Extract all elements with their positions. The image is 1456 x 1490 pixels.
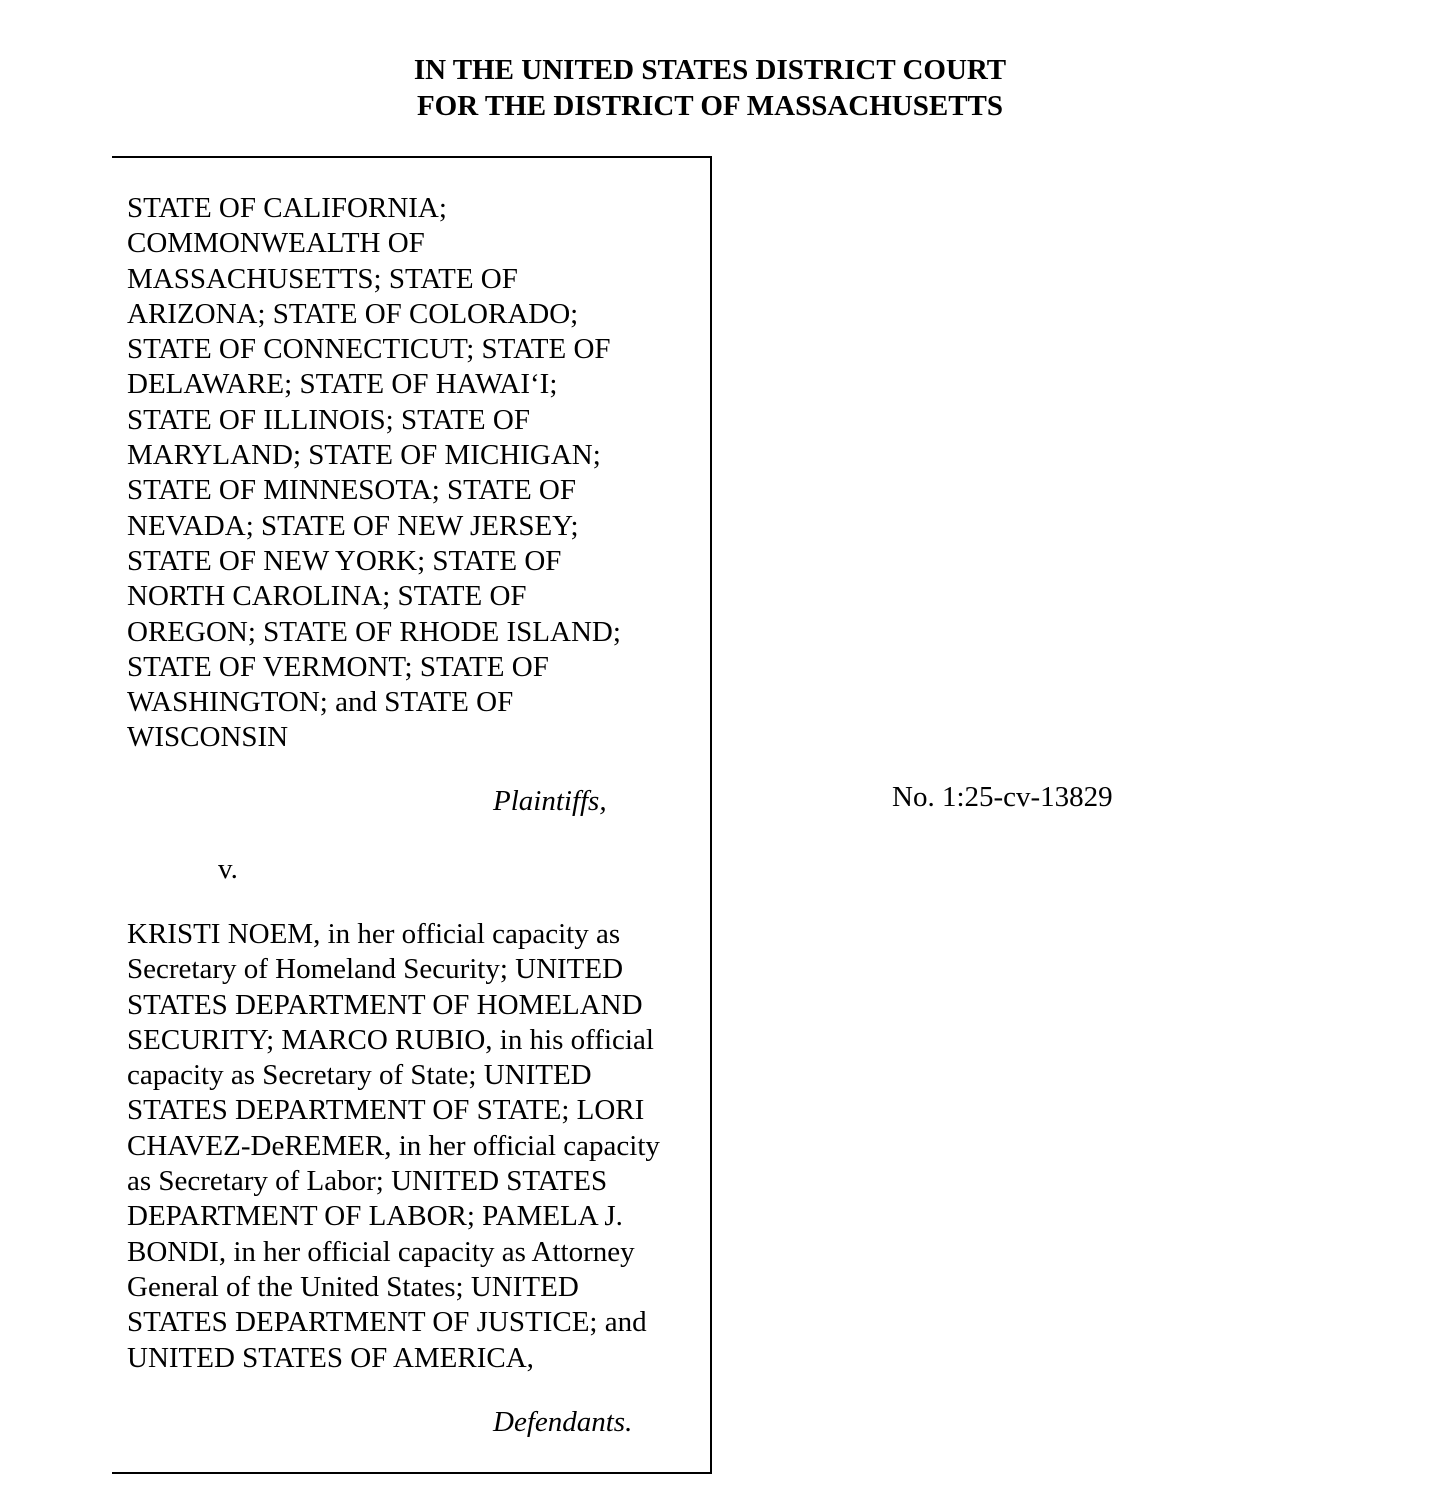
plaintiffs-line: STATE OF CONNECTICUT; STATE OF (127, 333, 611, 366)
plaintiffs-line: OREGON; STATE OF RHODE ISLAND; (127, 615, 621, 648)
versus-label: v. (218, 853, 238, 885)
plaintiffs-line: NEVADA; STATE OF NEW JERSEY; (127, 509, 579, 542)
defendants-line: Secretary of Homeland Security; UNITED (127, 953, 624, 986)
plaintiffs-line: ARIZONA; STATE OF COLORADO; (127, 297, 579, 330)
defendants-line: as Secretary of Labor; UNITED STATES (127, 1165, 608, 1198)
plaintiffs-line: WISCONSIN (127, 721, 289, 754)
defendants-line: DEPARTMENT OF LABOR; PAMELA J. (127, 1200, 623, 1233)
plaintiffs-line: MARYLAND; STATE OF MICHIGAN; (127, 439, 601, 472)
plaintiffs-line: MASSACHUSETTS; STATE OF (127, 262, 518, 295)
defendants-line: STATES DEPARTMENT OF HOMELAND (127, 988, 643, 1021)
defendants-line: KRISTI NOEM, in her official capacity as (127, 918, 621, 950)
court-heading-line-2: FOR THE DISTRICT OF MASSACHUSETTS (416, 90, 1004, 122)
defendants-line: SECURITY; MARCO RUBIO, in his official (127, 1023, 654, 1056)
defendants-line: BONDI, in her official capacity as Attorney (127, 1235, 635, 1268)
plaintiffs-line: NORTH CAROLINA; STATE OF (127, 580, 527, 613)
case-number: No. 1:25-cv-13829 (892, 781, 1113, 813)
court-heading (0, 52, 1420, 124)
plaintiffs-line: STATE OF NEW YORK; STATE OF (127, 544, 562, 577)
plaintiffs-line: DELAWARE; STATE OF HAWAI‘I; (127, 368, 558, 401)
defendants-line: STATES DEPARTMENT OF JUSTICE; and (127, 1306, 647, 1339)
defendants-line: General of the United States; UNITED (127, 1270, 579, 1303)
court-heading-line-1: IN THE UNITED STATES DISTRICT COURT (413, 54, 1007, 86)
plaintiffs-line: STATE OF VERMONT; STATE OF (127, 650, 549, 683)
plaintiffs-line: COMMONWEALTH OF (127, 227, 425, 260)
plaintiffs-line: STATE OF MINNESOTA; STATE OF (127, 474, 577, 507)
plaintiffs-line: WASHINGTON; and STATE OF (127, 686, 514, 719)
plaintiffs-list (127, 191, 621, 756)
plaintiffs-line: STATE OF ILLINOIS; STATE OF (127, 403, 530, 436)
defendants-line: capacity as Secretary of State; UNITED (127, 1059, 592, 1092)
plaintiffs-line: STATE OF CALIFORNIA; (127, 192, 447, 224)
defendants-list (127, 917, 660, 1376)
defendants-line: UNITED STATES OF AMERICA, (127, 1341, 534, 1374)
defendants-line: STATES DEPARTMENT OF STATE; LORI (127, 1094, 645, 1127)
plaintiffs-label: Plaintiffs, (493, 785, 607, 817)
defendants-label: Defendants. (493, 1406, 633, 1438)
defendants-line: CHAVEZ-DeREMER, in her official capacity (127, 1129, 660, 1162)
